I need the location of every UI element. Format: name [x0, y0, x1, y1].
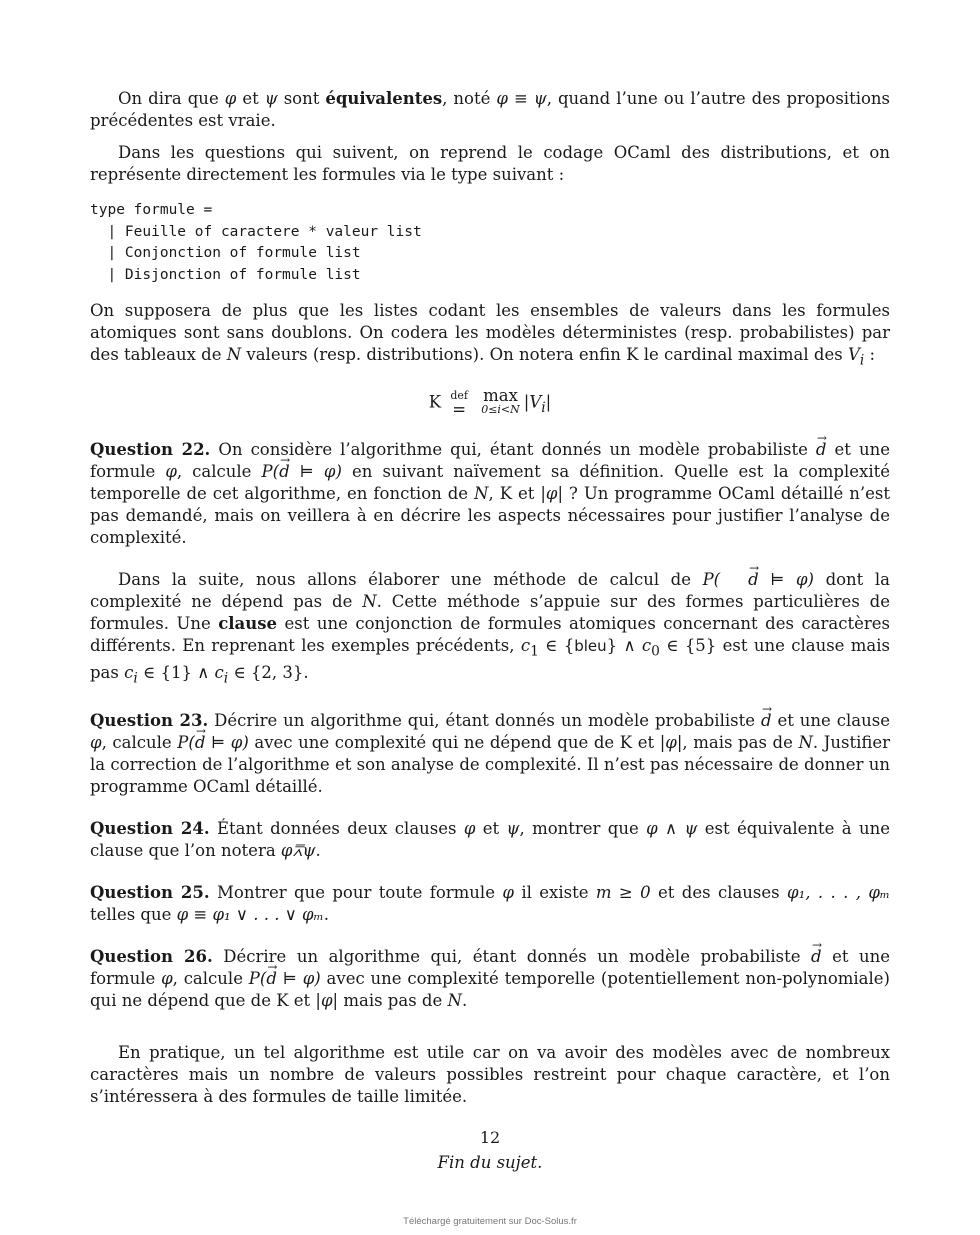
question-label: Question 23. [90, 710, 209, 730]
question-22: Question 22. On considère l’algorithme qui, étant donnés un modèle probabiliste → d et une formule φ, calcule P(→ d ⊨ φ) en suivant naïvement sa définition. Quelle est la complexité temporelle de cet algorithme, en fonction de N, K et |φ| ? Un programme OCaml détaillé n’est pas demandé, mais on veillera à en décrire les aspects nécessaires pour justifier l’analyse de complexité. [90, 439, 890, 549]
display-equation-k: K def = max 0≤i<N $|V_i|$ [428, 386, 552, 420]
question-26: Question 26. Décrire un algorithme qui, étant donnés un modèle probabiliste → d et une formule φ, calcule P(→ d ⊨ φ) avec une complexité temporelle (potentiellement non-polynomiale) qui ne dépend que de K et |φ| mais pas de N. [90, 946, 890, 1012]
def-equals: def = [450, 389, 468, 420]
question-25: Question 25. Montrer que pour toute formule φ il existe m ≥ 0 et des clauses φ₁, . . . , φₘ telles que φ ≡ φ₁ ∨ . . . ∨ φₘ. [90, 882, 891, 924]
code-line: | Feuille of caractere * valeur list [90, 223, 422, 240]
paragraph-suite: Dans la suite, nous allons élaborer une méthode de calcul de P(→ d ⊨ φ) dont la complexité ne dépend pas de N. Cette méthode s’appuie sur des formes particulières de formules. Une clause est une conjonction de formules atomiques concernant des caractères différents. En reprenant les exemples précédents, $c_1$ ∈ {bleu} ∧ $c_0$ ∈ {5} est une clause mais pas $c_i$ ∈ {1} ∧ $c_i$ ∈ {2, 3}. [90, 569, 890, 690]
code-line: | Disjonction of formule list [90, 266, 361, 283]
ocaml-type-code [90, 200, 890, 286]
question-label: Question 22. [90, 440, 211, 460]
question-label: Question 25. [90, 882, 210, 902]
end-of-subject: Fin du sujet. [437, 1152, 543, 1172]
code-line: | Conjonction of formule list [90, 245, 361, 261]
term-equivalentes: équivalentes [325, 89, 443, 108]
paragraph-equivalence: On dira que φ et ψ sont équivalentes, noté φ ≡ ψ, quand l’une ou l’autre des propositions précédentes est vraie. [90, 89, 891, 130]
footer-download-note: Téléchargé gratuitement sur Doc-Solus.fr [403, 1216, 577, 1227]
paragraph-intro: Dans les questions qui suivent, on reprend le codage OCaml des distributions, et on représente directement les formules via le type suivant : [90, 143, 890, 184]
question-label: Question 24. [90, 818, 210, 838]
page-body [90, 88, 890, 1174]
paragraph-suppose: On supposera de plus que les listes codant les ensembles de valeurs dans les formules atomiques sont sans doublons. On codera les modèles déterministes (resp. probabilistes) par des tableaux de N valeurs (resp. distributions). On notera enfin K le cardinal maximal des $V_i$ : [90, 301, 890, 369]
question-23: Question 23. Décrire un algorithme qui, étant donnés un modèle probabiliste → d et une clause φ, calcule P(→ d ⊨ φ) avec une complexité qui ne dépend que de K et |φ|, mais pas de N. Justifier la correction de l’algorithme et son analyse de complexité. Il n’est pas nécessaire de donner un programme OCaml détaillé. [90, 710, 890, 798]
question-label: Question 26. [90, 946, 213, 966]
code-line: type formule = [90, 202, 213, 218]
page-number: 12 [479, 1128, 501, 1147]
max-operator: max 0≤i<N [481, 386, 520, 417]
paragraph-pratique: En pratique, un tel algorithme est utile car on va avoir des modèles avec de nombreux caractères mais un nombre de valeurs possibles restreint pour chaque caractère, et l’on s’intéressera à des formules de taille limitée. [90, 1042, 890, 1106]
question-24: Question 24. Étant données deux clauses φ et ψ, montrer que φ ∧ ψ est équivalente à une clause que l’on notera φ⩞ψ. [90, 818, 890, 860]
